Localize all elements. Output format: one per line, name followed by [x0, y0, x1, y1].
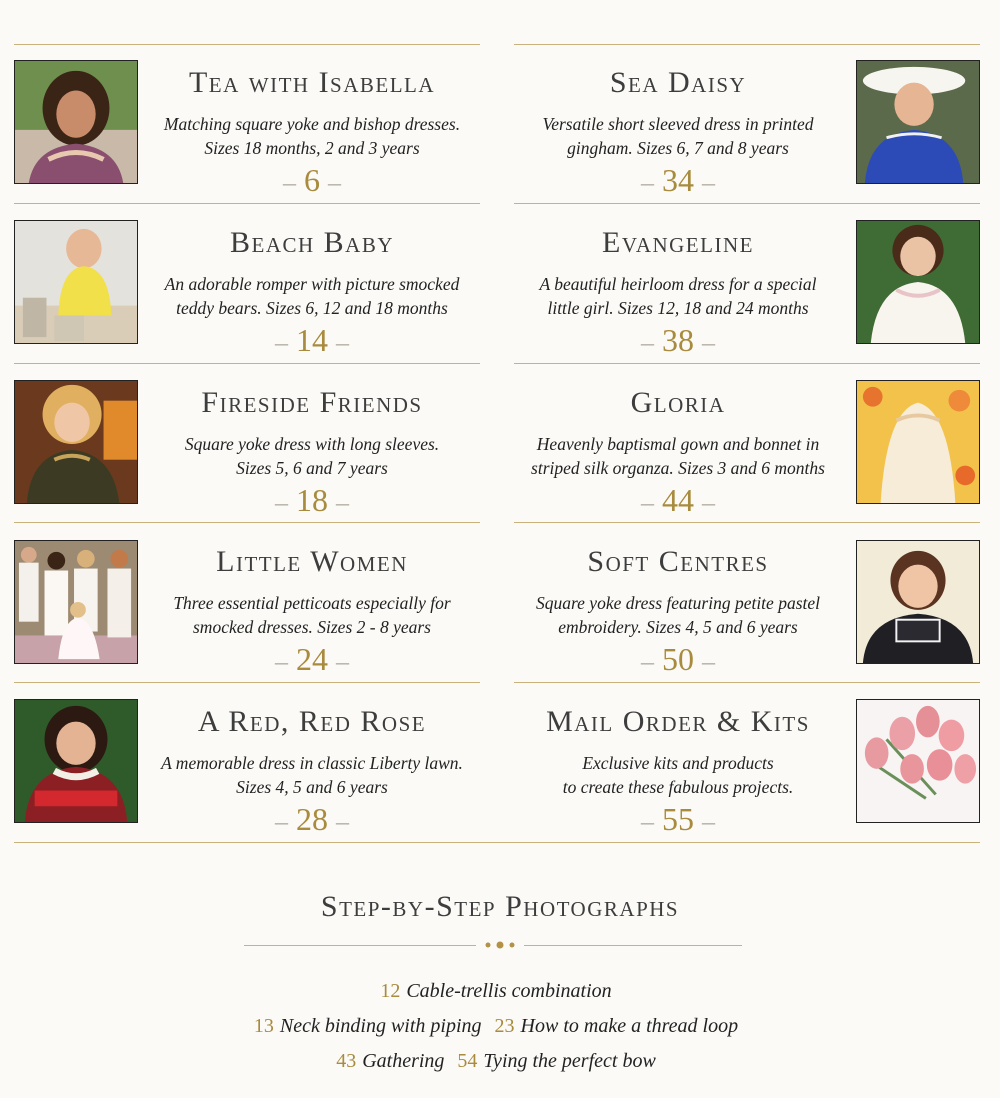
entry-sea-daisy[interactable]: [508, 66, 848, 206]
fireside-girl-illustration: [15, 381, 137, 503]
ornament-line-right: [524, 945, 742, 946]
rule-top-right: [514, 44, 980, 45]
entry-gloria[interactable]: [508, 386, 848, 526]
entry-description: A memorable dress in classic Liberty lawn. Sizes 4, 5 and 6 years: [161, 753, 463, 797]
entry-fireside-friends[interactable]: [142, 386, 482, 526]
step-link-cable-trellis[interactable]: Cable-trellis combination: [406, 980, 612, 1002]
photo-little-women: [14, 540, 138, 664]
photo-fireside-friends: [14, 380, 138, 504]
entry-description: Three essential petticoats especially for smocked dresses. Sizes 2 - 8 years: [173, 593, 451, 637]
entry-little-women[interactable]: [142, 545, 482, 685]
entry-description: A beautiful heirloom dress for a special little girl. Sizes 12, 18 and 24 months: [539, 274, 817, 318]
entry-title: A Red, Red Rose: [197, 705, 427, 738]
entry-beach-baby[interactable]: [142, 226, 482, 366]
step-page-number: 23: [494, 1015, 515, 1037]
entry-title: Mail Order & Kits: [546, 705, 810, 738]
photo-sea-daisy: [856, 60, 980, 184]
girl-red-dress-illustration: [15, 700, 137, 822]
step-page-number: 12: [380, 980, 401, 1002]
girl-white-dress-illustration: [857, 221, 979, 343]
entry-page-number: – 34 –: [641, 162, 715, 198]
entry-title: Little Women: [216, 545, 408, 578]
photo-a-red-red-rose: [14, 699, 138, 823]
entry-page-number: – 14 –: [275, 322, 349, 358]
entry-description: Heavenly baptismal gown and bonnet in striped silk organza. Sizes 3 and 6 months: [531, 434, 825, 478]
rule-top-left: [14, 44, 480, 45]
entry-title: Evangeline: [602, 226, 754, 259]
entry-page-number: – 6 –: [283, 162, 341, 198]
entry-title: Gloria: [630, 386, 726, 419]
step-link-perfect-bow[interactable]: Tying the perfect bow: [483, 1050, 656, 1072]
step-link-thread-loop[interactable]: How to make a thread loop: [520, 1015, 739, 1037]
entry-description: An adorable romper with picture smocked teddy bears. Sizes 6, 12 and 18 months: [164, 274, 460, 318]
entry-title: Sea Daisy: [609, 66, 747, 99]
entry-title: Beach Baby: [229, 226, 395, 259]
step-link-gathering[interactable]: Gathering: [362, 1050, 445, 1072]
step-by-step-heading: Step-by-Step Photographs: [320, 890, 680, 923]
entry-title: Fireside Friends: [201, 386, 423, 419]
girl-sun-hat-illustration: [857, 61, 979, 183]
entry-title: Soft Centres: [587, 545, 769, 578]
step-line-1: [0, 980, 1000, 1003]
entry-soft-centres[interactable]: [508, 545, 848, 685]
entry-description: Matching square yoke and bishop dresses. Sizes 18 months, 2 and 3 years: [163, 114, 461, 158]
step-page-number: 43: [336, 1050, 357, 1072]
step-line-3: [0, 1050, 1000, 1073]
entry-description: Square yoke dress featuring petite pastel embroidery. Sizes 4, 5 and 6 years: [536, 593, 820, 637]
entry-page-number: – 55 –: [641, 801, 715, 837]
entry-a-red-red-rose[interactable]: [142, 705, 482, 845]
entry-page-number: – 28 –: [275, 801, 349, 837]
photo-gloria: [856, 380, 980, 504]
entry-page-number: – 44 –: [641, 482, 715, 518]
entry-title: Tea with Isabella: [188, 66, 436, 99]
step-page-number: 54: [457, 1050, 478, 1072]
photo-evangeline: [856, 220, 980, 344]
step-line-2: [0, 1015, 1000, 1038]
ornament-line-left: [244, 945, 476, 946]
group-of-girls-illustration: [15, 541, 137, 663]
entry-page-number: – 50 –: [641, 641, 715, 677]
entry-page-number: – 18 –: [275, 482, 349, 518]
entry-page-number: – 24 –: [275, 641, 349, 677]
photo-mail-order-kits: [856, 699, 980, 823]
girl-portrait-illustration: [15, 61, 137, 183]
photo-soft-centres: [856, 540, 980, 664]
entry-evangeline[interactable]: [508, 226, 848, 366]
baptismal-gown-illustration: [857, 381, 979, 503]
baby-beach-illustration: [15, 221, 137, 343]
girl-floral-dress-illustration: [857, 541, 979, 663]
entry-tea-with-isabella[interactable]: [142, 66, 482, 206]
entry-description: Square yoke dress with long sleeves. Sizes 5, 6 and 7 years: [184, 434, 440, 478]
step-page-number: 13: [253, 1015, 274, 1037]
step-link-neck-binding[interactable]: Neck binding with piping: [279, 1015, 482, 1037]
ornament-dots-icon: [478, 936, 522, 954]
entry-description: Exclusive kits and products to create these fabulous projects.: [562, 753, 794, 797]
entry-description: Versatile short sleeved dress in printed gingham. Sizes 6, 7 and 8 years: [542, 114, 814, 158]
pink-tulips-illustration: [857, 700, 979, 822]
photo-tea-with-isabella: [14, 60, 138, 184]
photo-beach-baby: [14, 220, 138, 344]
entry-page-number: – 38 –: [641, 322, 715, 358]
entry-mail-order-kits[interactable]: [508, 705, 848, 845]
